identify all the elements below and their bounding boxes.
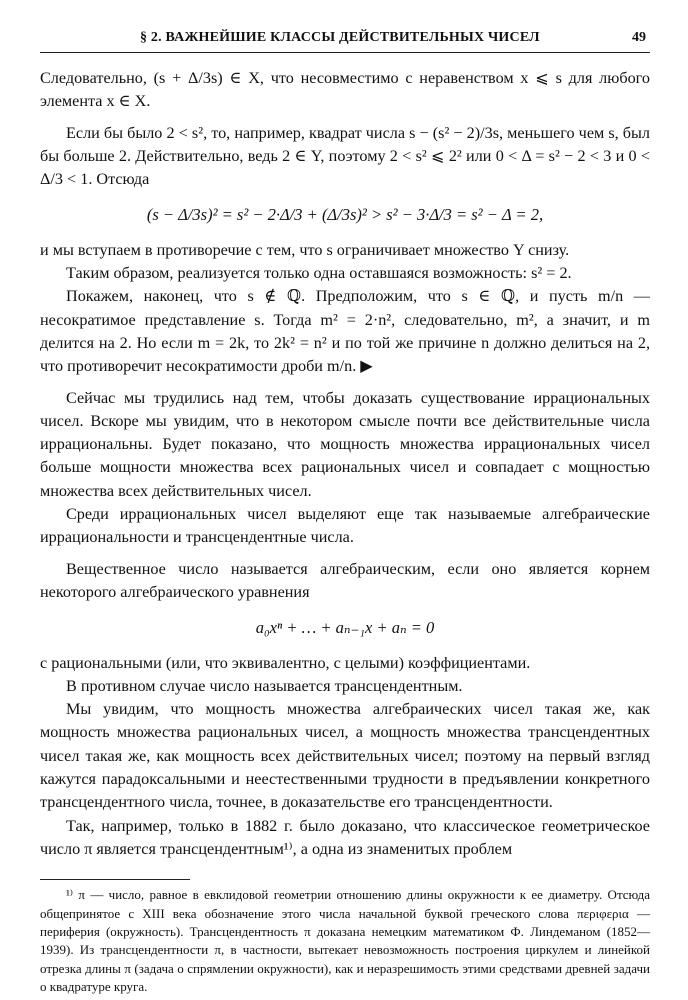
book-page	[40, 30, 650, 997]
paragraph: Таким образом, реализуется только одна оставшаяся возможность: s² = 2.	[66, 264, 572, 283]
footnote: ¹⁾ π — число, равное в евклидовой геометрии отношению длины окружности к ее диаметру. Отсюда общепринятое с XIII века обозначение этого числа начальной буквой греческого слова περιφερια — периферия (окружность). Трансцендентность π доказана немецким математиком Ф. Линдеманом (1852—1939). Из трансцендентности π, в частности, вытекает невозможность построения циркулем и линейкой отрезка длины π (задача о спрямлении окружности), как и неразрешимость этими средствами древней задачи о квадратуре круга.	[40, 887, 650, 995]
paragraph: Среди иррациональных чисел выделяют еще так называемые алгебраические иррациональности и трансцендентные числа.	[40, 505, 650, 547]
paragraph: Мы увидим, что мощность множества алгебраических чисел такая же, как мощность множества рациональных чисел, а мощность множества трансцендентных чисел такая же, как мощность всех действительных чисел; поэтому на первый взгляд кажутся парадоксальными и неестественными трудности в предъявлении конкретного трансцендентного числа, точнее, в доказательстве его трансцендентности.	[40, 700, 650, 812]
paragraph: Вещественное число называется алгебраическим, если оно является корнем некоторого алгебраического уравнения	[40, 559, 650, 601]
page-number: 49	[632, 30, 646, 45]
equation-algebraic: a₀xⁿ + … + aₙ₋₁x + aₙ = 0	[255, 618, 435, 638]
paragraph: и мы вступаем в противоречие с тем, что s ограничивает множество Y снизу.	[40, 240, 570, 259]
paragraph: с рациональными (или, что эквивалентно, с целыми) коэффициентами.	[40, 653, 531, 672]
paragraph: Покажем, наконец, что s ∉ ℚ. Предположим, что s ∈ ℚ, и пусть m/n — несократимое представление s. Тогда m² = 2·n², следовательно, m², а значит, и m делится на 2. Но если m = 2k, то 2k² = n² и по той же причине n должно делиться на 2, что противоречит несократимости дроби m/n. ▶	[40, 287, 650, 376]
running-header	[40, 30, 650, 53]
footnote-divider	[40, 879, 190, 880]
paragraph: В противном случае число называется трансцендентным.	[66, 676, 463, 695]
paragraph: Следовательно, (s + Δ/3s) ∈ X, что несовместимо с неравенством x ⩽ s для любого элемента x ∈ X.	[40, 69, 650, 111]
equation-square-chain: (s − Δ/3s)² = s² − 2·Δ/3 + (Δ/3s)² > s² − 3·Δ/3 = s² − Δ = 2,	[146, 205, 544, 225]
body-text	[40, 67, 650, 861]
section-title: § 2. ВАЖНЕЙШИЕ КЛАССЫ ДЕЙСТВИТЕЛЬНЫХ ЧИСЕЛ	[140, 30, 540, 45]
paragraph: Так, например, только в 1882 г. было доказано, что классическое геометрическое число π является трансцендентным¹⁾, а одна из знаменитых проблем	[40, 816, 650, 858]
paragraph: Сейчас мы трудились над тем, чтобы доказать существование иррациональных чисел. Вскоре мы увидим, что в некотором смысле почти все действительные числа иррациональны. Будет показано, что мощность множества иррациональных чисел больше мощности множества всех рациональных чисел и совпадает с мощностью множества всех действительных чисел.	[40, 388, 650, 500]
paragraph: Если бы было 2 < s², то, например, квадрат числа s − (s² − 2)/3s, меньшего чем s, был бы больше 2. Действительно, ведь 2 ∈ Y, поэтому 2 < s² ⩽ 2² или 0 < Δ = s² − 2 < 3 и 0 < Δ/3 < 1. Отсюда	[40, 123, 650, 189]
